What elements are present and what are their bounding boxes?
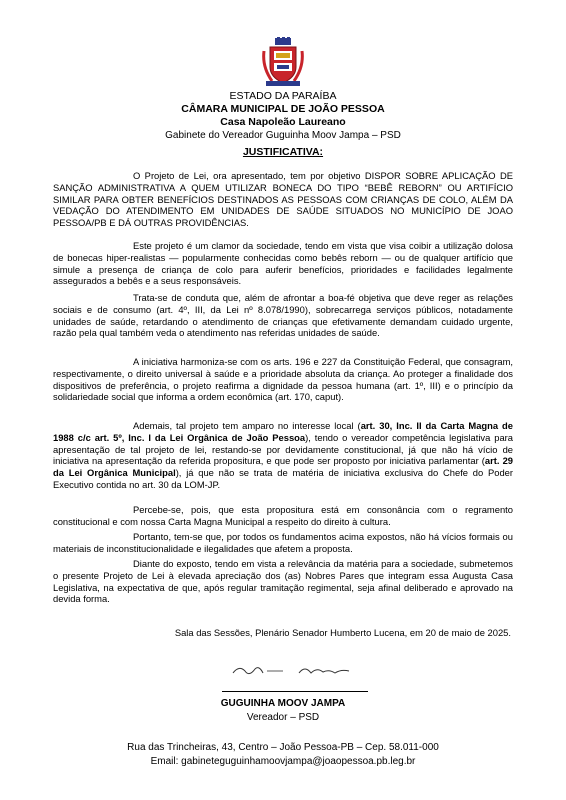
paragraph-2: Este projeto é um clamor da sociedade, tendo em vista que visa coibir a utilização dolosa de bonecas hiper-realistas — popularmente conhecidas como bebês reborn — ou de qualquer artifício que simule a presença de criança de colo para auferir benefícios, prioridades e facilidades legalmente assegurados a bebês e a seus responsáveis. <box>53 240 513 287</box>
paragraph-7: Portanto, tem-se que, por todos os fundamentos acima expostos, não há vícios formais ou materiais de inconstitucionalidade e ilegalidades que afetem a proposta. <box>53 531 513 554</box>
p5-text-e: ), tendo o vereador competência legislativa para apresentação de tal projeto de lei, restando-se por devidamente constitucional, já que não há vício de iniciativa na apresentação da referida propositura, e que pode ser proposto por iniciativa parlamentar ( <box>53 431 513 467</box>
footer-address: Rua das Trincheiras, 43, Centro – João Pessoa-PB – Cep. 58.011-000 <box>127 742 439 753</box>
handwritten-signature <box>225 657 365 687</box>
signer-name: GUGUINHA MOOV JAMPA <box>220 698 346 709</box>
signer-role: Vereador – PSD <box>246 712 320 723</box>
p5-bold-c: c/c <box>73 431 95 443</box>
p5-bold-b: art. 30, Inc. II da Carta Magna de 1988 <box>53 420 513 443</box>
paragraph-8: Diante do exposto, tendo em vista a relevância da matéria para a sociedade, submetemos o presente Projeto de Lei à elevada apreciação dos (as) Nobres Pares que integram essa Augusta Casa Legislativa, na expectativa de que, após regular tramitação regimental, seja afinal deliberado e aprovado na devida forma. <box>53 558 513 605</box>
p5-bold-f: art. 29 da Lei Orgânica Municipal <box>53 455 514 479</box>
paragraph-3: Trata-se de conduta que, além de afrontar a boa-fé objetiva que deve reger as relações sociais e de consumo (art. 4º, III, da Lei nº 8.078/1990), sobrecarrega serviços públicos, notadamente unidades de saúde, retardando o atendimento de crianças que efetivamente demandam cuidado urgente, razão pela qual também veda o atendimento nas referidas unidades de saúde. <box>53 292 513 339</box>
footer-email: Email: gabineteguguinhamoovjampa@joaopessoa.pb.leg.br <box>150 756 416 767</box>
p5-bold-d: art. 5º, Inc. I da Lei Orgânica de João Pessoa <box>94 431 306 443</box>
p5-text-g: ), já que não se trata de matéria de iniciativa exclusiva do Chefe do Poder Executivo contida no art. 30 da LOM-JP. <box>53 467 514 490</box>
document-title: JUSTIFICATIVA: <box>242 146 324 158</box>
house-name <box>0 116 566 129</box>
chamber-name-text: CÂMARA MUNICIPAL DE JOÃO PESSOA <box>181 103 385 115</box>
house-name-text: Casa Napoleão Laureano <box>220 116 346 128</box>
coat-of-arms-icon <box>262 37 304 87</box>
paragraph-6: Percebe-se, pois, que esta propositura está em consonância com o regramento constitucional e com nossa Carta Magna Municipal a respeito do direito à cultura. <box>53 504 513 527</box>
signature-line <box>222 691 368 692</box>
paragraph-1: O Projeto de Lei, ora apresentado, tem por objetivo DISPOR SOBRE APLICAÇÃO DE SANÇÃO ADMINISTRATIVA A QUEM UTILIZAR BONECA DO TIPO “BEBÊ REBORN” OU ARTIFÍCIO SIMILAR PARA OBTER BENEFÍCIOS DESTINADOS AS PESSOAS COM CRIANÇAS DE COLO, ALÉM DA VEDAÇÃO DO ATENDIMENTO EM UNIDADES DE SAÚDE SITUADOS NO MUNICÍPIO DE JOAO PESSOA/PB E DÁ OUTRAS PROVIDÊNCIAS. <box>53 170 513 229</box>
office-name: Gabinete do Vereador Guguinha Moov Jampa – PSD <box>165 130 401 141</box>
session-line: Sala das Sessões, Plenário Senador Humberto Lucena, em 20 de maio de 2025. <box>174 627 511 638</box>
paragraph-5 <box>53 420 513 491</box>
chamber-name <box>0 103 566 116</box>
state-name: ESTADO DA PARAÍBA <box>229 90 337 102</box>
p5-text-a: Ademais, tal projeto tem amparo no interesse local ( <box>133 420 361 431</box>
paragraph-4: A iniciativa harmoniza-se com os arts. 196 e 227 da Constituição Federal, que consagram, respectivamente, o direito universal à saúde e a prioridade absoluta da criança. Ao proteger a finalidade dos dispositivos de preferência, o projeto reafirma a dignidade da pessoa humana (art. 1º, III) e o princípio da solidariedade social que informa a ordem econômica (art. 170, caput). <box>53 356 513 403</box>
